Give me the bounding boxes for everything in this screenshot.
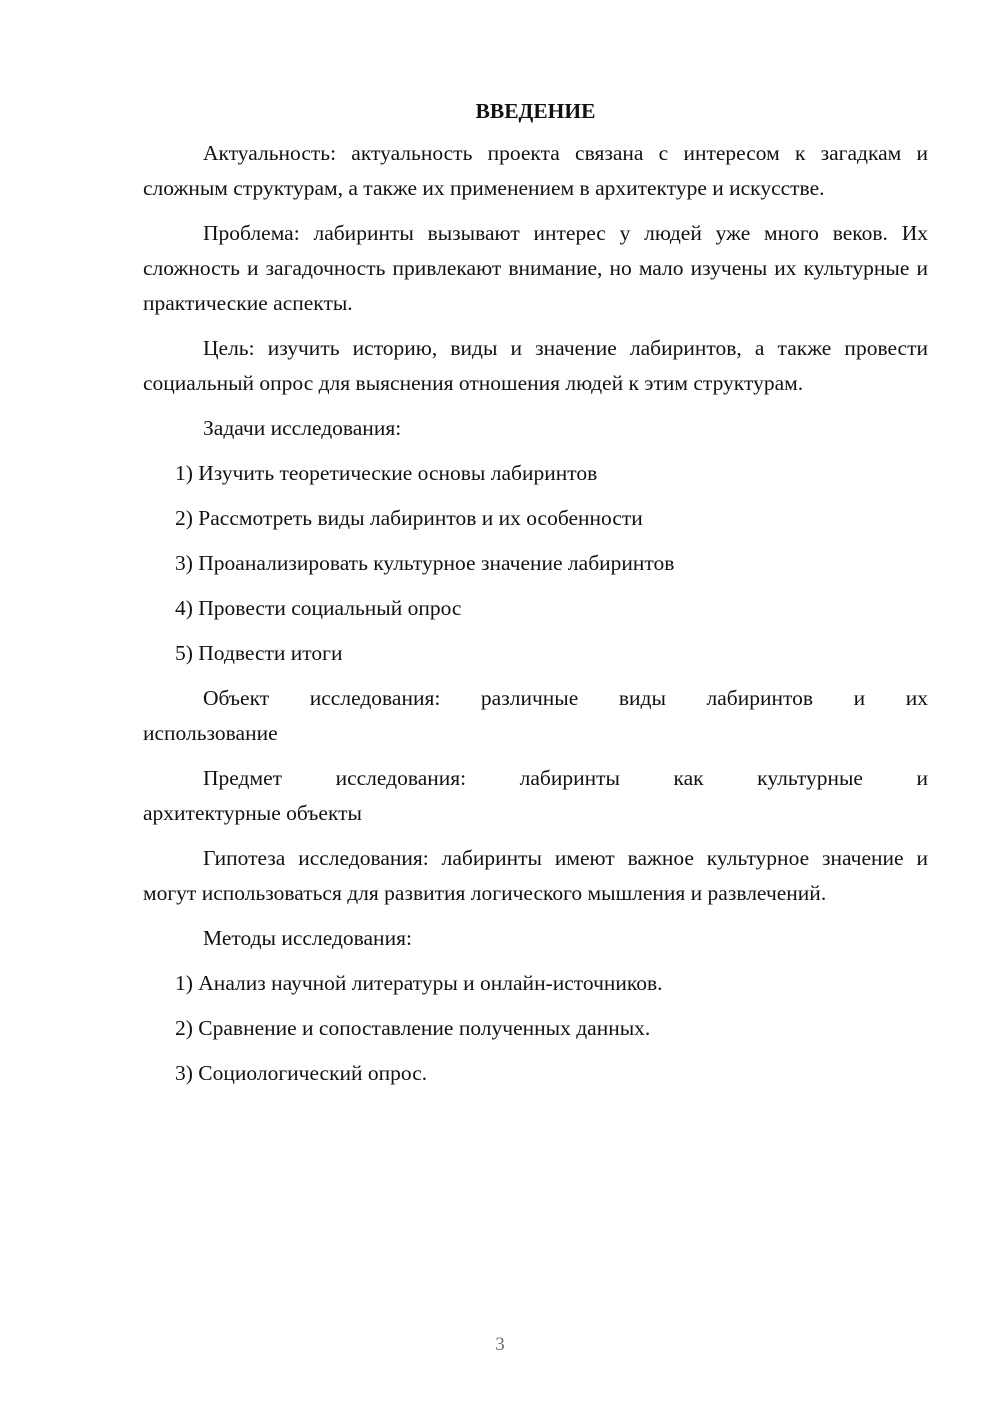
page-content xyxy=(143,96,928,1101)
goal-paragraph: Цель: изучить историю, виды и значение лабиринтов, а также провести социальный опрос для выяснения отношения людей к этим структурам. xyxy=(143,336,928,395)
tasks-list xyxy=(143,456,928,671)
methods-heading: Методы исследования: xyxy=(203,926,412,950)
page-number: 3 xyxy=(495,1334,505,1355)
list-item: 3) Проанализировать культурное значение лабиринтов xyxy=(175,551,675,575)
tasks-heading: Задачи исследования: xyxy=(203,416,402,440)
subject-line-1: Предмет исследования: лабиринты как культурные и xyxy=(203,766,928,790)
list-item: 2) Рассмотреть виды лабиринтов и их особенности xyxy=(175,506,643,530)
problem-paragraph: Проблема: лабиринты вызывают интерес у людей уже много веков. Их сложность и загадочность привлекают внимание, но мало изучены их культурные и практические аспекты. xyxy=(143,221,928,315)
list-item: 1) Анализ научной литературы и онлайн-источников. xyxy=(175,971,663,995)
methods-list xyxy=(143,966,928,1091)
page-title: ВВЕДЕНИЕ xyxy=(475,99,596,123)
list-item: 2) Сравнение и сопоставление полученных данных. xyxy=(175,1016,651,1040)
list-item: 1) Изучить теоретические основы лабиринтов xyxy=(175,461,598,485)
object-line-1: Объект исследования: различные виды лабиринтов и их xyxy=(203,686,928,710)
object-line-2: использование xyxy=(143,721,278,745)
relevance-paragraph: Актуальность: актуальность проекта связана с интересом к загадкам и сложным структурам, а также их применением в архитектуре и искусстве. xyxy=(143,141,928,200)
list-item: 4) Провести социальный опрос xyxy=(175,596,462,620)
object-paragraph xyxy=(143,681,928,751)
list-item: 3) Социологический опрос. xyxy=(175,1061,428,1085)
list-item: 5) Подвести итоги xyxy=(175,641,343,665)
hypothesis-paragraph: Гипотеза исследования: лабиринты имеют важное культурное значение и могут использоваться для развития логического мышления и развлечений. xyxy=(143,846,928,905)
subject-paragraph xyxy=(143,761,928,831)
subject-line-2: архитектурные объекты xyxy=(143,801,362,825)
